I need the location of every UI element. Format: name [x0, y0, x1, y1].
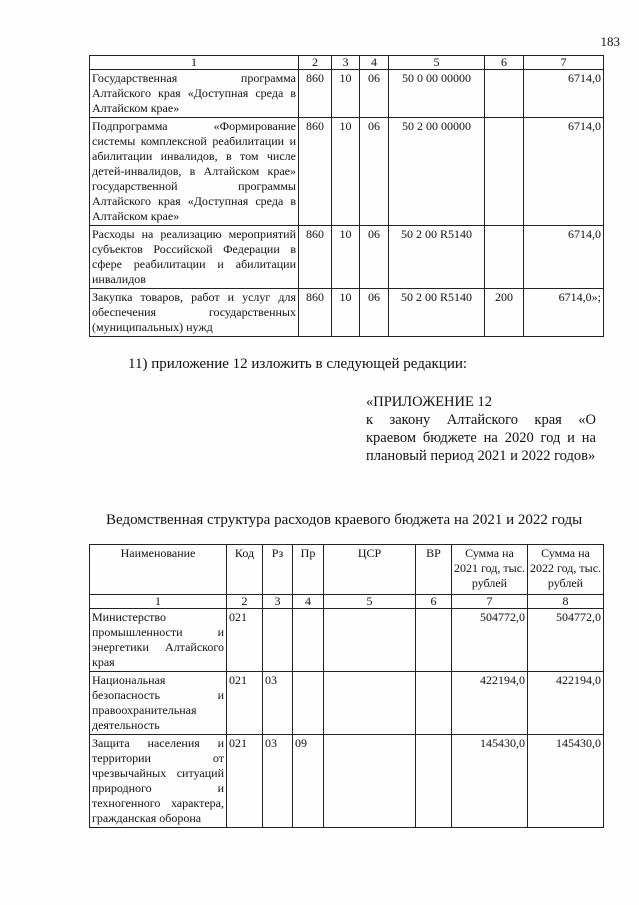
pr-cell: 06 [360, 118, 389, 226]
csr-cell: 50 0 00 00000 [389, 70, 485, 118]
sum-2022-cell: 145430,0 [528, 735, 604, 828]
sum-cell: 6714,0 [524, 226, 604, 289]
vr-cell [485, 70, 524, 118]
departmental-expenditure-table [89, 544, 604, 828]
sum-2021-cell: 145430,0 [452, 735, 528, 828]
kod-cell: 860 [299, 118, 332, 226]
kod-cell: 860 [299, 289, 332, 337]
appendix-number: «ПРИЛОЖЕНИЕ 12 [366, 394, 492, 410]
pr-cell: 09 [293, 735, 324, 828]
sum-2022-cell: 422194,0 [528, 672, 604, 735]
pr-cell: 06 [360, 226, 389, 289]
vr-cell [416, 672, 452, 735]
header-sum-2022: Сумма на 2022 год, тыс. рублей [528, 545, 604, 595]
sum-2022-cell: 504772,0 [528, 609, 604, 672]
section-title: Ведомственная структура расходов краевого бюджета на 2021 и 2022 годы [106, 512, 583, 528]
header-rz: Рз [263, 545, 293, 595]
sum-2021-cell: 422194,0 [452, 672, 528, 735]
col-number: 7 [524, 56, 604, 70]
csr-cell: 50 2 00 00000 [389, 118, 485, 226]
column-number-row [90, 595, 604, 609]
pr-cell [293, 672, 324, 735]
csr-cell: 50 2 00 R5140 [389, 226, 485, 289]
row-name: Защита населения и территории от чрезвычайных ситуаций природного и техногенного характера, гражданская оборона [90, 735, 227, 828]
col-number: 1 [90, 595, 227, 609]
sum-cell: 6714,0»; [524, 289, 604, 337]
vr-cell [416, 735, 452, 828]
table-row [90, 118, 604, 226]
col-number: 7 [452, 595, 528, 609]
col-number: 5 [324, 595, 416, 609]
col-number: 8 [528, 595, 604, 609]
row-name: Закупка товаров, работ и услуг для обеспечения государственных (муниципальных) нужд [90, 289, 299, 337]
col-number: 3 [263, 595, 293, 609]
row-name: Расходы на реализацию мероприятий субъектов Российской Федерации в сфере реабилитации и абилитации инвалидов [90, 226, 299, 289]
header-csr: ЦСР [324, 545, 416, 595]
csr-cell [324, 735, 416, 828]
sum-cell: 6714,0 [524, 70, 604, 118]
col-number: 5 [389, 56, 485, 70]
rz-cell: 03 [263, 672, 293, 735]
rz-cell: 10 [332, 226, 360, 289]
row-name: Национальная безопасность и правоохранительная деятельность [90, 672, 227, 735]
vr-cell [416, 609, 452, 672]
sum-cell: 6714,0 [524, 118, 604, 226]
vr-cell [485, 226, 524, 289]
pr-cell [293, 609, 324, 672]
col-number: 2 [299, 56, 332, 70]
header-vr: ВР [416, 545, 452, 595]
table-row [90, 735, 604, 828]
col-number: 3 [332, 56, 360, 70]
row-name: Министерство промышленности и энергетики Алтайского края [90, 609, 227, 672]
sum-2021-cell: 504772,0 [452, 609, 528, 672]
rz-cell: 10 [332, 289, 360, 337]
header-sum-2021: Сумма на 2021 год, тыс. рублей [452, 545, 528, 595]
row-name: Государственная программа Алтайского края «Доступная среда в Алтайском крае» [90, 70, 299, 118]
header-name: Наименование [90, 545, 227, 595]
rz-cell [263, 609, 293, 672]
col-number: 4 [293, 595, 324, 609]
rz-cell: 03 [263, 735, 293, 828]
csr-cell: 50 2 00 R5140 [389, 289, 485, 337]
row-name: Подпрограмма «Формирование системы комплексной реабилитации и абилитации инвалидов, в том числе детей-инвалидов, в Алтайском крае» государственной программы Алтайского края «Доступная среда в Алтайском крае» [90, 118, 299, 226]
table-row [90, 70, 604, 118]
col-number: 4 [360, 56, 389, 70]
pr-cell: 06 [360, 289, 389, 337]
header-kod: Код [227, 545, 263, 595]
rz-cell: 10 [332, 70, 360, 118]
table-row [90, 672, 604, 735]
vr-cell: 200 [485, 289, 524, 337]
appendix-law-reference: к закону Алтайского края «О краевом бюджете на 2020 год и на плановый период 2021 и 2022 годов» [366, 412, 596, 464]
amendment-item: 11) приложение 12 изложить в следующей редакции: [128, 356, 468, 372]
csr-cell [324, 609, 416, 672]
column-number-row [90, 56, 604, 70]
col-number: 6 [416, 595, 452, 609]
col-number: 2 [227, 595, 263, 609]
vr-cell [485, 118, 524, 226]
header-row [90, 545, 604, 595]
header-pr: Пр [293, 545, 324, 595]
kod-cell: 021 [227, 672, 263, 735]
csr-cell [324, 672, 416, 735]
budget-table-continued [89, 55, 604, 337]
col-number: 6 [485, 56, 524, 70]
rz-cell: 10 [332, 118, 360, 226]
pr-cell: 06 [360, 70, 389, 118]
appendix-heading [366, 393, 596, 465]
kod-cell: 860 [299, 70, 332, 118]
kod-cell: 860 [299, 226, 332, 289]
col-number: 1 [90, 56, 299, 70]
table-row [90, 609, 604, 672]
kod-cell: 021 [227, 609, 263, 672]
kod-cell: 021 [227, 735, 263, 828]
table-row [90, 289, 604, 337]
table-row [90, 226, 604, 289]
page-number: 183 [600, 34, 620, 49]
